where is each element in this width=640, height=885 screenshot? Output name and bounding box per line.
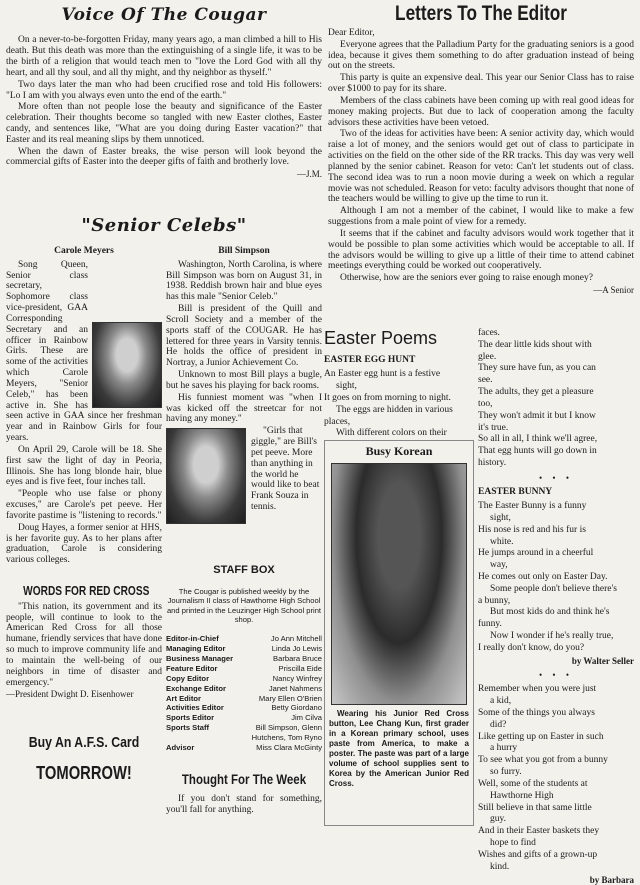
egg-hunt-lines-left [324,369,474,439]
carole-paragraph-4: Doug Hayes, a former senior at HHS, is her favorite guy. As to her plans after graduation, Carole is considering various colleges. [6,522,162,566]
staff-row [166,674,322,684]
red-cross-box [6,584,162,710]
afs-card-ad [6,730,162,800]
carole-photo [92,322,162,408]
bunny-lines [478,501,634,654]
egg-hunt-line: The eggs are hidden in various [336,404,453,415]
third-poem-line: And in their Easter baskets they [478,826,600,837]
staff-member-name: Betty Giordano [271,703,322,713]
staff-role: Sports Editor [166,713,215,723]
letters-signature: —A Senior [593,284,634,295]
staff-role: Exchange Editor [166,683,226,693]
staff-title: STAFF BOX [213,564,275,576]
egg-hunt-line: see. [478,375,493,386]
celebs-title: "Senior Celebs" [81,215,247,236]
thought-title: Thought For The Week [181,771,307,787]
egg-hunt-line: So all in all, I think we'll agree, [478,434,598,445]
staff-member-name: Jo Ann Mitchell [270,634,322,644]
staff-row [166,654,322,664]
letters-paragraph-2: This party is quite an expensive deal. This year our Senior Class has to raise over $1000 to pay for its share. [328,73,634,95]
staff-member-name: Barbara Bruce [273,654,322,664]
third-poem-line: hope to find [490,838,536,849]
egg-hunt-title: EASTER EGG HUNT [324,354,416,365]
third-poem-lines [478,684,634,872]
bunny-line: way, [490,560,508,571]
bunny-line: But most kids do and think he's [490,607,610,618]
egg-hunt-line: places, [324,416,351,427]
staff-role: Managing Editor [166,644,226,654]
staff-role: Activities Editor [166,703,224,713]
egg-hunt-line: faces. [478,328,500,338]
poem-divider-1: • • • [539,472,573,483]
bunny-line: a bunny, [478,595,511,606]
staff-continuation: Hutchens, Tom Ryno [251,733,322,743]
bunny-line: Now I wonder if he's really true, [490,631,614,642]
poem-divider-2: • • • [539,670,573,681]
staff-member-name: Linda Jo Lewis [271,644,322,654]
carole-column [6,246,162,576]
cougar-title: Voice Of The Cougar [61,5,267,25]
bill-name: Bill Simpson [218,246,270,256]
korean-photo [331,463,467,705]
easter-poems-right [478,328,634,885]
thought-for-week [166,772,322,828]
egg-hunt-line: They sure have fun, as you can [478,363,596,374]
staff-row [166,644,322,654]
letters-paragraph-1: Everyone agrees that the Palladium Party for the graduating seniors is a good idea, because it gives them something to do after graduation instead of being out on the streets. [328,39,634,72]
staff-member-name: Bill Simpson, Glenn [255,723,322,733]
egg-hunt-line: An Easter egg hunt is a festive [324,369,441,380]
busy-korean [324,440,474,826]
staff-role: Feature Editor [166,664,218,674]
korean-caption: Wearing his Junior Red Cross button, Lee Chang Kun, first grader in a Korean primary school, uses paste from America, to make a poster. The paste was part of a large volume of school supplies sent to Korea by the American Junior Red Cross. [329,708,469,788]
third-poem-line: Hawthorne High [490,790,554,801]
staff-row [166,694,322,704]
staff-role: Sports Staff [166,723,210,733]
letters-to-editor [328,2,634,324]
staff-box [166,560,322,768]
staff-blurb: The Cougar is published weekly by the Journalism II class of Hawthorne High School and printed in the Leuzinger High School print shop. [166,586,322,624]
staff-member-name: Nancy Winfrey [272,673,322,683]
staff-role: Editor-in-Chief [166,634,219,644]
third-poem-line: guy. [490,814,507,825]
third-poem-line: Like getting up on Easter in such [478,731,604,742]
red-cross-title: WORDS FOR RED CROSS [23,583,150,598]
egg-hunt-line: history. [478,458,507,469]
bill-paragraph-1: Washington, North Carolina, is where Bill Simpson was born on August 31, in 1938. Reddish brown hair and blue eyes has this male "Senior Celeb." [166,259,322,303]
carole-paragraph-3: "People who use false or phony excuses," are Carole's pet peeve. Her favorite pastime is "listening to records." [6,489,162,521]
egg-hunt-line: That egg hunts will go down in [478,446,597,457]
third-poem-line: To see what you got from a bunny [478,755,608,766]
carole-paragraph-2: On April 29, Carole will be 18. She first saw the light of day in Peoria, Illinois. She has long blonde hair, blue eyes and is five feet, four inches tall. [6,444,162,488]
staff-advisor-row [166,743,322,753]
bunny-line: white. [490,536,514,547]
egg-hunt-line: too, [478,398,493,409]
third-poem-line: so furry. [490,767,522,778]
carole-name: Carole Meyers [54,246,114,256]
third-poem-line: kind. [490,861,510,872]
letters-paragraph-4: Two of the ideas for activities have been: A senior activity day, which would raise a lot of money, and the seniors would get out of class to participate in activities on the field on the other side of the RR tracks. This day was very well planned by the senior cabinet. Reason for veto: Can't let students out of class. The second idea was to run a noon movie during a week on which a regular movie was not scheduled. Reason for veto: faculty advisors thought that none of the teachers would be willing to give up the time to run it. [328,129,634,205]
egg-hunt-line: With different colors on their [336,428,447,439]
staff-advisor-name: Miss Clara McGinty [256,742,322,752]
bunny-line: The Easter Bunny is a funny [478,501,587,512]
egg-hunt-line: The dear little kids shout with [478,339,592,350]
cougar-paragraph-4: When the dawn of Easter breaks, the wise person will look beyond the commercial gifts of Easter into the deeper gifts of faith and brotherly love. [6,146,322,168]
staff-row [166,664,322,674]
third-poem-line: Wishes and gifts of a grown-up [478,849,598,860]
staff-list [166,634,322,733]
bunny-line: funny. [478,619,502,630]
staff-role: Copy Editor [166,673,210,683]
letters-salutation: Dear Editor, [328,27,375,38]
red-cross-quote: "This nation, its government and its people, will continue to look to the American Red Cross for all those humane, friendly services that have done so much to improve community life and to maintain the well-being of our neighbors in time of disaster and emergency." [6,601,162,688]
third-poem-line: did? [490,719,507,730]
carole-paragraph-1: Song Queen, Senior class secretary, Sophomore class vice-president, GAA Corresponding Secretary and an officer in Rainbow Girls. These are some of the activities which Carole Meyers, "Senior Celeb," has been active in. She has seen active in GAA since her freshman year and in Rainbow Girls for four years. [6,259,162,444]
third-author: by Barbara [589,874,634,885]
letters-title: Letters To The Editor [395,2,567,25]
letters-paragraph-3: Members of the class cabinets have been coming up with real good ideas for money making projects. But due to lack of cooperation among the faculty advisors these activities have been vetoed. [328,95,634,128]
staff-role: Business Manager [166,654,234,664]
staff-member-name: Mary Ellen O'Brien [258,693,322,703]
cougar-paragraph-2: Two days later the man who had been crucified rose and told His followers: "Lo I am with you always even unto the end of the earth." [6,79,322,101]
third-poem-line: a hurry [490,743,518,754]
egg-hunt-line: The adults, they get a pleasure [478,387,594,398]
egg-hunt-line: It goes on from morning to night. [324,393,451,403]
third-poem-line: Some of the things you always [478,707,595,718]
poems-title: Easter Poems [324,328,438,348]
third-poem-line: a kid, [490,696,512,707]
bill-paragraph-3: Unknown to most Bill plays a bugle, but he saves his playing for back rooms. [166,370,322,391]
bunny-author: by Walter Seller [571,655,634,666]
red-cross-attribution: —President Dwight D. Eisenhower [6,689,134,700]
bunny-line: sight, [490,512,511,523]
staff-row [166,723,322,733]
staff-advisor-role: Advisor [166,742,195,752]
letters-paragraph-5: Although I am not a member of the cabinet, I would like to make a few suggestions from a male point of view for a remedy. [328,206,634,228]
afs-line-1: Buy An A.F.S. Card [28,734,140,751]
third-poem-line: Remember when you were just [478,684,597,695]
afs-line-2: TOMORROW! [36,763,132,784]
bill-paragraph-2: Bill is president of the Quill and Scroll Society and a member of the sports staff of the COUGAR. He has lettered for three years in Varsity tennis. He holds the office of president in Nortray, a Junior Achievement Co. [166,304,322,369]
staff-role: Art Editor [166,693,202,703]
staff-row [166,703,322,713]
egg-hunt-line: They won't admit it but I know [478,410,596,421]
egg-hunt-line: glee. [478,351,497,362]
bunny-line: His nose is red and his fur is [478,524,586,535]
bunny-line: He comes out only on Easter Day. [478,571,608,582]
cougar-editorial [6,4,322,208]
korean-title: Busy Korean [365,444,433,458]
letters-paragraph-6: It seems that if the cabinet and faculty advisors would work together that it would be possible to plan some activities which would be acceptable to all. If the advisors would be willing to give up a little of their time to attend cabinet meetings everything could be worked out cooperatively. [328,228,634,272]
egg-hunt-line: sight, [336,381,357,392]
staff-member-name: Jim Cilva [291,713,322,723]
bunny-line: Some people don't believe there's [490,583,617,594]
egg-hunt-lines-right [478,328,634,469]
bill-paragraph-4: His funniest moment was "when I was kicked off the streetcar for not having any money." [166,392,322,425]
bunny-title: EASTER BUNNY [478,487,553,498]
staff-row [166,713,322,723]
staff-member-name: Priscilla Eide [278,664,322,674]
third-poem-line: Well, some of the students at [478,778,588,789]
cougar-paragraph-3: More often than not people lose the beauty and significance of the Easter celebration. Their thoughts become so tangled with new Easter clothes, Easter candy, and sentences like, "What are you doing during Easter vacation?" that Easter and its real meaning slips by them unnoticed. [6,102,322,145]
bunny-line: He jumps around in a cheerful [478,548,594,559]
thought-text: If you don't stand for something, you'll fall for anything. [166,793,322,815]
easter-poems-left [324,328,474,439]
staff-row [166,684,322,694]
third-poem-line: Still believe in that same little [478,802,592,813]
cougar-signature: —J.M. [296,169,322,180]
staff-member-name: Janet Nahmens [268,683,322,693]
bill-photo [166,428,246,524]
bunny-line: I really don't know, do you? [478,642,585,653]
egg-hunt-line: it's true. [478,422,509,433]
staff-row [166,634,322,644]
bill-column [166,246,322,546]
cougar-paragraph-1: On a never-to-be-forgotten Friday, many years ago, a man climbed a hill to His death. But this death was more than the extinguishing of a single life, it was to be the birth of a religion that would teach men to "love the Lord God with all thy heart, and all thy soul, and all thy might, and thy neighbor as thyself." [6,35,322,78]
bill-paragraph-5: "Girls that giggle," are Bill's pet peeve. More than anything in the world he would like to beat Frank Souza in tennis. [251,426,320,513]
letters-paragraph-7: Otherwise, how are the seniors ever going to raise enough money? [340,273,593,284]
